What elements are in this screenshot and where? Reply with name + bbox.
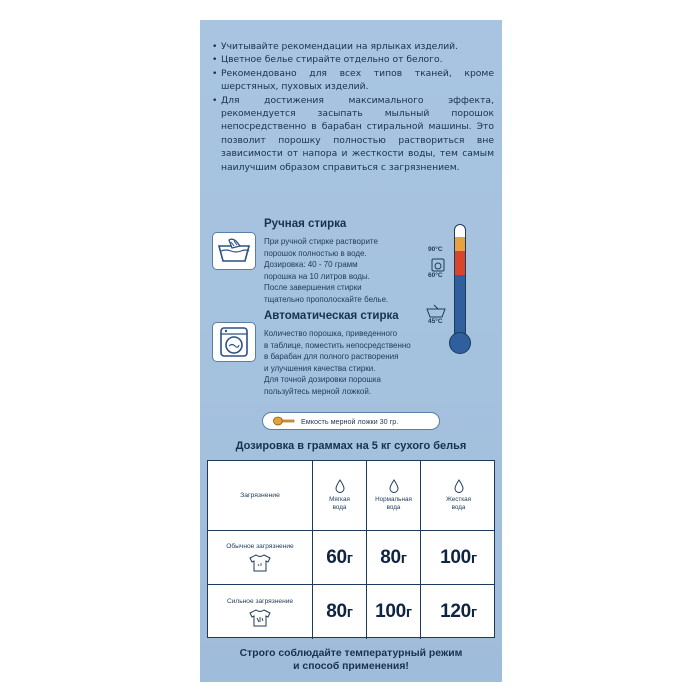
auto-wash-text bbox=[264, 328, 411, 398]
water-drop-icon bbox=[389, 479, 399, 493]
dose-value-cell bbox=[312, 531, 366, 584]
tip-item: • Для достижения максимального эффекта, рекомендуется засыпать мыльный порошок непосредственно в барабан стиральной машины. Это позволит порошку полностью раствориться вне зависимости от напора и жесткости воды, тем самым наилучшим образом справиться с загрязнением. bbox=[212, 94, 494, 174]
measuring-spoon-note bbox=[262, 412, 440, 430]
temp-label-60: 60°C bbox=[428, 272, 443, 279]
water-type-label: Нормальная вода bbox=[375, 496, 412, 511]
tip-item: • Рекомендовано для всех типов тканей, кроме шерстяных, пуховых изделий. bbox=[212, 67, 494, 94]
dosage-table-title: Дозировка в граммах на 5 кг сухого белья bbox=[235, 440, 467, 452]
table-header-cell bbox=[420, 461, 496, 530]
table-header-cell bbox=[366, 461, 420, 530]
washing-machine-small-icon bbox=[431, 258, 445, 272]
table-row bbox=[208, 531, 494, 585]
thermometer-fill-low bbox=[455, 275, 465, 338]
footer-warning bbox=[200, 648, 502, 673]
measuring-spoon-text: Емкость мерной ложки 30 гр. bbox=[301, 416, 399, 426]
table-header-row bbox=[208, 461, 494, 531]
temp-label-90: 90°C bbox=[428, 246, 443, 253]
dose-value-cell bbox=[420, 585, 496, 639]
dose-value: 100г bbox=[440, 546, 477, 568]
auto-wash-line: в таблице, поместить непосредственно bbox=[264, 340, 411, 350]
dose-value: 80г bbox=[380, 546, 407, 568]
hand-wash-text bbox=[264, 236, 388, 306]
hand-wash-line: порошок полностью в воде. bbox=[264, 248, 367, 258]
hand-wash-title: Ручная стирка bbox=[264, 218, 347, 230]
hand-wash-small-icon bbox=[426, 304, 446, 318]
tip-item: • Цветное белье стирайте отдельно от белого. bbox=[212, 53, 494, 66]
washing-machine-icon bbox=[212, 322, 256, 362]
hand-wash-line: При ручной стирке растворите bbox=[264, 237, 378, 246]
dose-value-cell bbox=[366, 585, 420, 639]
water-drop-icon bbox=[335, 479, 345, 493]
footer-line: и способ применения! bbox=[293, 660, 409, 672]
table-row bbox=[208, 585, 494, 639]
thermometer-fill-high bbox=[455, 237, 465, 251]
row-label-cell bbox=[208, 531, 312, 584]
water-type-label: Мягкая вода bbox=[329, 496, 350, 511]
table-header-cell bbox=[312, 461, 366, 530]
water-type-label: Жесткая вода bbox=[445, 496, 472, 511]
dosage-table bbox=[207, 460, 495, 638]
auto-wash-line: Количество порошка, приведенного bbox=[264, 329, 398, 338]
package-panel bbox=[200, 20, 502, 682]
water-drop-icon bbox=[454, 479, 464, 493]
hand-wash-line: После завершения стирки bbox=[264, 283, 362, 293]
dose-value: 60г bbox=[326, 546, 353, 568]
tip-item: • Учитывайте рекомендации на ярлыках изделий. bbox=[212, 40, 494, 53]
tshirt-icon bbox=[249, 554, 271, 572]
auto-wash-line: в барабан для полного растворения bbox=[264, 352, 399, 362]
dose-value: 120г bbox=[440, 601, 477, 622]
footer-line: Строго соблюдайте температурный режим bbox=[239, 648, 463, 659]
hand-wash-line: тщательно прополоскайте белье. bbox=[264, 294, 389, 304]
auto-wash-line: и улучшения качества стирки. bbox=[264, 363, 376, 373]
auto-wash-line: Для точной дозировки порошка bbox=[264, 375, 381, 385]
dose-value: 100г bbox=[375, 601, 412, 622]
table-header-cell bbox=[208, 461, 312, 530]
dose-value-cell bbox=[366, 531, 420, 584]
dose-value: 80г bbox=[326, 601, 353, 622]
thermometer-tube bbox=[454, 224, 466, 338]
auto-wash-line: пользуйтесь мерной ложкой. bbox=[264, 386, 372, 396]
thermometer-bulb bbox=[449, 332, 471, 354]
temp-label-45: 45°C bbox=[428, 318, 443, 325]
hand-wash-line: Дозировка: 40 - 70 грамм bbox=[264, 260, 358, 270]
row-label-cell bbox=[208, 585, 312, 639]
auto-wash-title: Автоматическая стирка bbox=[264, 310, 399, 322]
soiling-level-label: Обычное загрязнение bbox=[226, 543, 294, 550]
hand-wash-basin-icon bbox=[212, 232, 256, 270]
soiling-level-label: Сильное загрязнение bbox=[226, 597, 294, 605]
thermometer bbox=[426, 224, 486, 360]
soiling-header: Загрязнение bbox=[240, 492, 280, 499]
thermometer-fill-mid bbox=[455, 251, 465, 275]
measuring-spoon-icon bbox=[273, 416, 295, 426]
hand-wash-line: порошка на 10 литров воды. bbox=[264, 271, 370, 281]
dose-value-cell bbox=[312, 585, 366, 639]
stained-tshirt-icon bbox=[249, 609, 271, 627]
dose-value-cell bbox=[420, 531, 496, 584]
tips-list bbox=[212, 40, 494, 174]
